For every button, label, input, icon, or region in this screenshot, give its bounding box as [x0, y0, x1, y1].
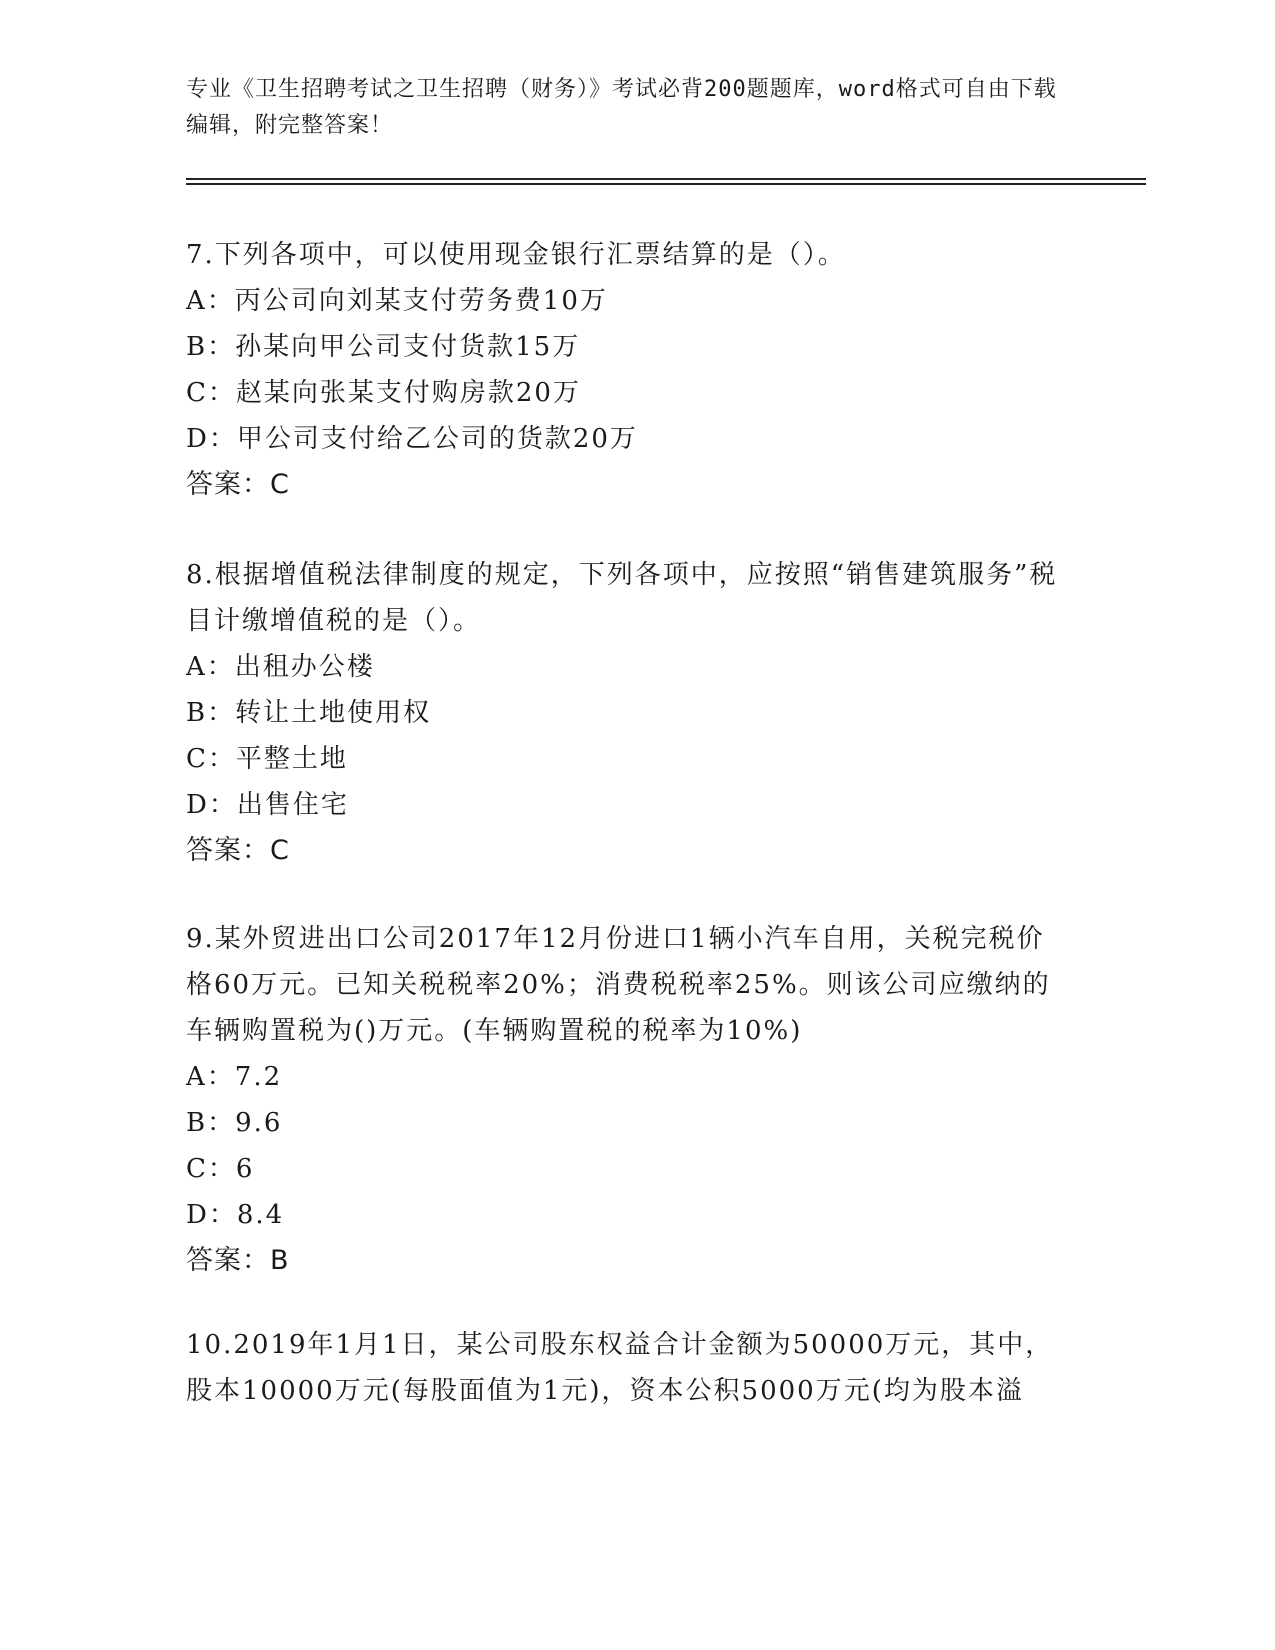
option-b: B：转让土地使用权: [186, 698, 432, 728]
option-d: D：8.4: [186, 1200, 285, 1230]
answer: 答案：B: [186, 1245, 290, 1276]
answer: 答案：C: [186, 835, 290, 866]
document-header: 专业《卫生招聘考试之卫生招聘（财务）》考试必背200题题库，word格式可自由下载编辑，附完整答案！: [186, 77, 1057, 138]
option-b: B：9.6: [186, 1108, 283, 1138]
question-stem: 7.下列各项中，可以使用现金银行汇票结算的是（）。: [186, 240, 846, 270]
question-8: [186, 552, 1066, 874]
option-a: A：7.2: [186, 1062, 283, 1092]
option-c: C：平整土地: [186, 744, 348, 774]
option-b: B：孙某向甲公司支付货款15万: [186, 332, 581, 362]
option-d: D：出售住宅: [186, 790, 349, 820]
question-stem: 10.2019年1月1日，某公司股东权益合计金额为50000万元，其中，股本10000万元(每股面值为1元)，资本公积5000万元(均为股本溢: [186, 1330, 1054, 1406]
question-7: [186, 232, 1066, 508]
option-c: C：赵某向张某支付购房款20万: [186, 378, 581, 408]
header-divider-top: [186, 178, 1146, 180]
question-stem: 9.某外贸进出口公司2017年12月份进口1辆小汽车自用，关税完税价格60万元。已知关税税率20%；消费税税率25%。则该公司应缴纳的车辆购置税为()万元。(车辆购置税的税率为10%): [186, 924, 1051, 1046]
question-stem: 8.根据增值税法律制度的规定，下列各项中，应按照“销售建筑服务”税目计缴增值税的是（）。: [186, 560, 1058, 636]
answer: 答案：C: [186, 469, 290, 500]
header-divider-bottom: [186, 183, 1146, 185]
question-10: [186, 1322, 1066, 1414]
option-d: D：甲公司支付给乙公司的货款20万: [186, 424, 638, 454]
option-a: A：丙公司向刘某支付劳务费10万: [186, 286, 608, 316]
option-c: C：6: [186, 1154, 255, 1184]
question-9: [186, 916, 1066, 1284]
option-a: A：出租办公楼: [186, 652, 375, 682]
